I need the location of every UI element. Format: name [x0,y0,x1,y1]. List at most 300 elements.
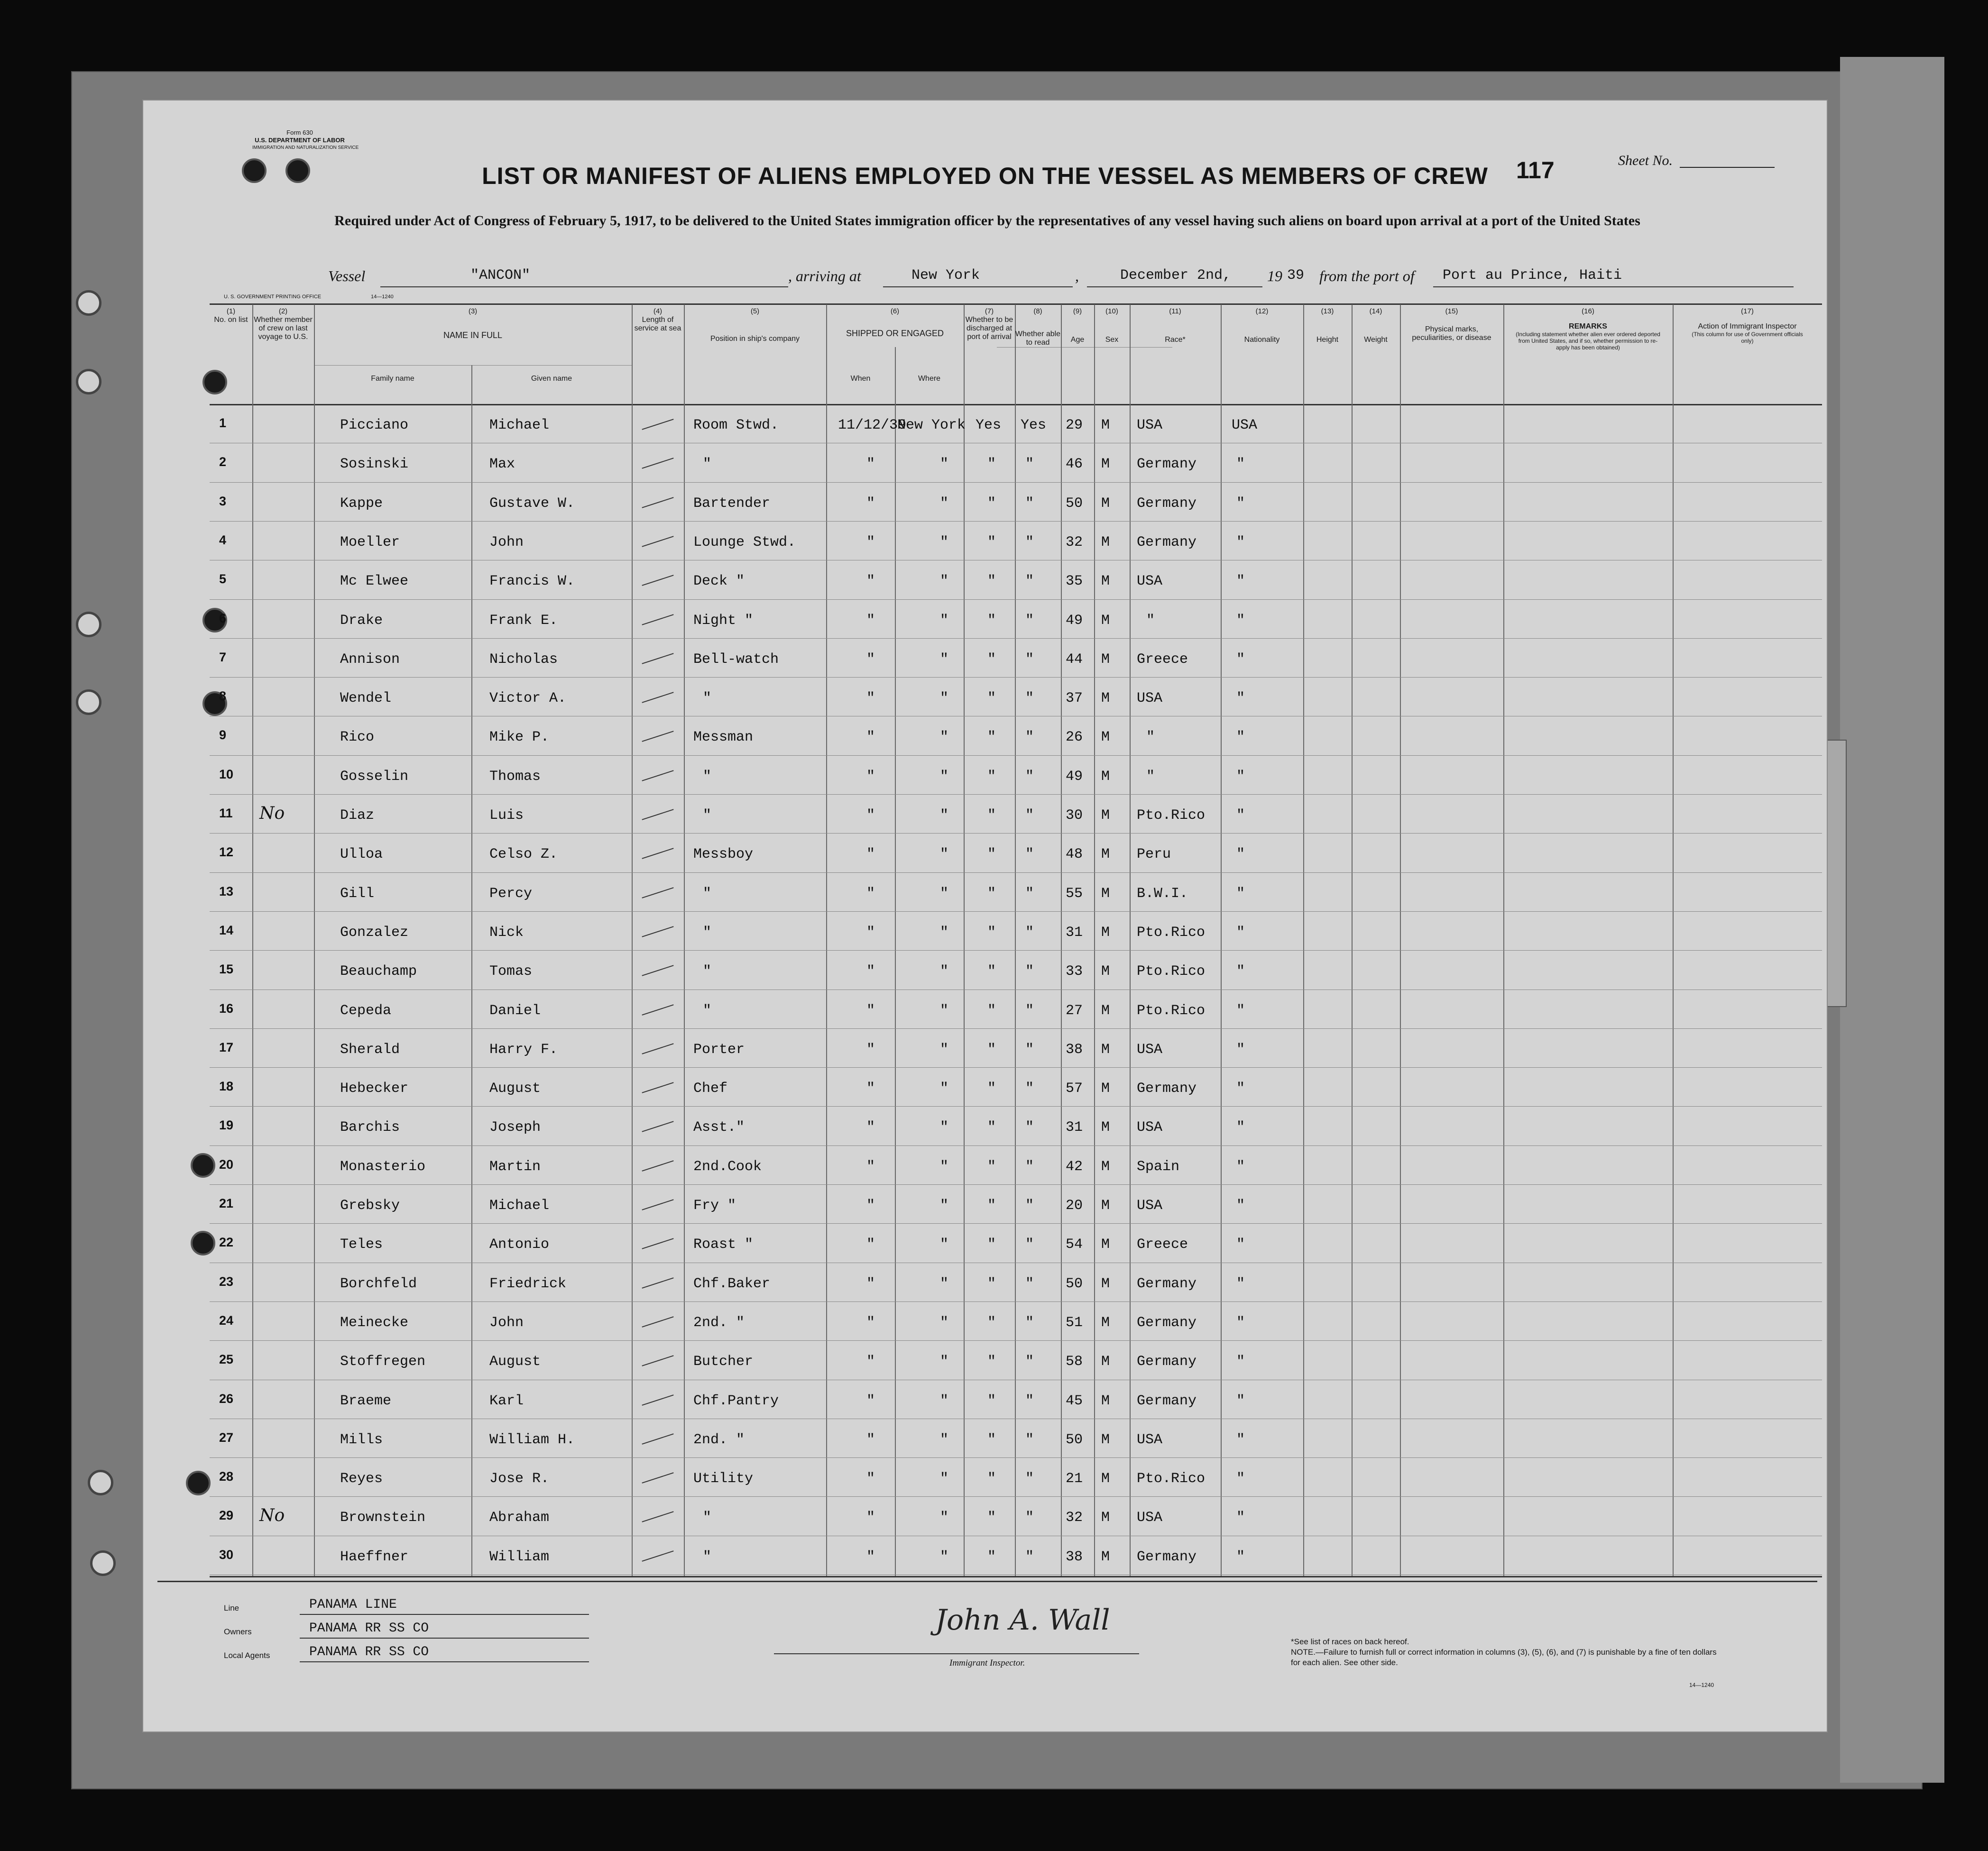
crew-race: USA [1137,1510,1163,1526]
crew-position: 2nd. " [693,1431,745,1448]
crew-sex: M [1101,651,1110,668]
crew-given-name: Max [489,456,515,473]
crew-age: 37 [1066,690,1083,707]
service-length-mark [642,848,673,860]
crew-shipped-where: " [940,1510,949,1526]
crew-position: Bell-watch [693,651,779,668]
crew-discharged: " [987,456,996,473]
crew-nationality: " [1236,1119,1245,1136]
crew-race: USA [1137,1431,1163,1448]
col-height-header: (13) Height [1316,307,1339,344]
mount-board-edge [1840,57,1944,1783]
crew-family-name: Cepeda [340,1002,392,1019]
crew-age: 32 [1066,1510,1083,1526]
crew-family-name: Beauchamp [340,963,417,980]
crew-nationality: " [1236,1431,1245,1448]
col-no-header: (1) No. on list [214,307,248,324]
service-length-mark [642,536,673,547]
crew-race: Pto.Rico [1137,924,1206,941]
crew-discharged: " [987,1237,996,1253]
crew-shipped-when: " [866,1002,875,1019]
crew-family-name: Sosinski [340,456,409,473]
crew-able-to-read: " [1025,1198,1034,1214]
crew-shipped-where: " [940,768,949,785]
crew-shipped-where: " [940,1275,949,1292]
col-service-header: (4) Length of service at sea [634,307,681,332]
crew-discharged: " [987,1431,996,1448]
crew-position: " [703,1510,712,1526]
service-length-mark [642,1550,673,1562]
crew-nationality: " [1236,1237,1245,1253]
year-prefix: 19 [1267,267,1282,284]
crew-row-number: 8 [219,689,227,704]
crew-previous-voyage: No [259,804,285,823]
crew-position: 2nd.Cook [693,1158,762,1175]
crew-age: 38 [1066,1549,1083,1565]
crew-sex: M [1101,924,1110,941]
crew-discharged: " [987,1158,996,1175]
crew-shipped-when: " [866,1275,875,1292]
crew-sex: M [1101,1354,1110,1370]
crew-able-to-read: " [1025,651,1034,668]
owners-value: PANAMA RR SS CO [309,1621,429,1636]
crew-sex: M [1101,1510,1110,1526]
footer-print-code: 14—1240 [1689,1682,1714,1688]
service-length-mark [642,614,673,625]
crew-able-to-read: " [1025,1354,1034,1370]
crew-nationality: " [1236,1549,1245,1565]
crew-family-name: Sherald [340,1041,400,1058]
crew-shipped-where: " [940,1041,949,1058]
crew-age: 20 [1066,1198,1083,1214]
crew-shipped-when: " [866,651,875,668]
crew-shipped-where: " [940,1549,949,1565]
crew-position: Butcher [693,1354,754,1370]
crew-row-number: 24 [219,1313,234,1328]
crew-position: Fry " [693,1198,736,1214]
crew-row-number: 28 [219,1469,234,1484]
crew-discharged: " [987,1314,996,1331]
crew-able-to-read: " [1025,573,1034,590]
crew-race: Germany [1137,1549,1197,1565]
crew-nationality: " [1236,1081,1245,1097]
crew-sex: M [1101,456,1110,473]
service-length-mark [642,653,673,664]
crew-shipped-where: " [940,690,949,707]
crew-position: Messboy [693,846,754,863]
crew-age: 51 [1066,1314,1083,1331]
col-race-header: (11) Race* [1165,307,1186,344]
crew-able-to-read: " [1025,456,1034,473]
service-length-mark [642,770,673,781]
crew-family-name: Annison [340,651,400,668]
binder-hole-icon [76,689,101,715]
crew-shipped-when: " [866,612,875,629]
service-length-mark [642,419,673,430]
crew-shipped-where: " [940,963,949,980]
crew-race: Pto.Rico [1137,963,1206,980]
crew-sex: M [1101,768,1110,785]
crew-discharged: " [987,729,996,746]
crew-position: " [703,807,712,824]
service-length-mark [642,965,673,976]
crew-family-name: Diaz [340,807,375,824]
crew-given-name: Martin [489,1158,541,1175]
crew-family-name: Kappe [340,495,383,512]
crew-able-to-read: " [1025,885,1034,902]
crew-sex: M [1101,534,1110,550]
crew-shipped-when: " [866,1198,875,1214]
crew-shipped-where: " [940,1431,949,1448]
crew-shipped-when: 11/12/39 [838,417,907,433]
crew-able-to-read: " [1025,1002,1034,1019]
crew-able-to-read: " [1025,690,1034,707]
service-length-mark [642,1160,673,1172]
crew-given-name: Jose R. [489,1471,550,1487]
crew-discharged: " [987,846,996,863]
service-length-mark [642,497,673,508]
crew-race: Germany [1137,1275,1197,1292]
col-name-header: (3) NAME IN FULL [443,307,503,340]
crew-row-number: 12 [219,845,234,860]
crew-family-name: Mills [340,1431,383,1448]
crew-race: B.W.I. [1137,885,1188,902]
page-title: LIST OR MANIFEST OF ALIENS EMPLOYED ON THE VESSEL AS MEMBERS OF CREW [482,163,1488,189]
binder-hole-icon [90,1550,116,1576]
races-note: *See list of races on back hereof. [1291,1637,1409,1646]
crew-shipped-where: " [940,534,949,550]
crew-discharged: " [987,963,996,980]
crew-given-name: Michael [489,417,550,433]
service-length-mark [642,809,673,820]
crew-age: 44 [1066,651,1083,668]
service-length-mark [642,1355,673,1366]
from-port: Port au Prince, Haiti [1443,267,1622,284]
crew-shipped-when: " [866,729,875,746]
service-length-mark [642,1043,673,1054]
crew-row-number: 15 [219,962,234,977]
crew-nationality: " [1236,1354,1245,1370]
crew-row-number: 30 [219,1547,234,1562]
crew-age: 27 [1066,1002,1083,1019]
crew-given-name: William H. [489,1431,575,1448]
crew-given-name: Celso Z. [489,846,558,863]
crew-nationality: " [1236,1198,1245,1214]
binder-hole-icon [76,612,101,637]
crew-given-name: August [489,1354,541,1370]
crew-able-to-read: " [1025,1081,1034,1097]
printing-office: U. S. GOVERNMENT PRINTING OFFICE [224,294,322,300]
arriving-port: New York [911,267,980,284]
crew-age: 49 [1066,612,1083,629]
col-given-name-header: Given name [531,375,572,383]
col-shipped-header: (6) SHIPPED OR ENGAGED [846,307,944,338]
crew-shipped-when: " [866,924,875,941]
crew-age: 50 [1066,1275,1083,1292]
service-length-mark [642,926,673,937]
crew-nationality: " [1236,846,1245,863]
crew-race: USA [1137,573,1163,590]
crew-nationality: " [1236,963,1245,980]
crew-given-name: Karl [489,1393,524,1409]
year-suffix: 39 [1287,267,1305,284]
crew-nationality: " [1236,729,1245,746]
crew-shipped-where: " [940,1471,949,1487]
crew-sex: M [1101,495,1110,512]
crew-family-name: Drake [340,612,383,629]
crew-discharged: " [987,768,996,785]
crew-family-name: Brownstein [340,1510,426,1526]
crew-shipped-when: " [866,1510,875,1526]
crew-sex: M [1101,1198,1110,1214]
service-length-mark [642,731,673,742]
col-position-header: (5) Position in ship's company [710,307,800,343]
service-length-mark [642,1277,673,1289]
crew-sex: M [1101,1002,1110,1019]
crew-shipped-when: " [866,495,875,512]
inspector-signature: John A. Wall [935,1604,1110,1637]
col-sex-header: (10) Sex [1105,307,1119,344]
crew-race: Germany [1137,1314,1197,1331]
crew-given-name: William [489,1549,550,1565]
crew-able-to-read: " [1025,1510,1034,1526]
crew-able-to-read: " [1025,612,1034,629]
crew-race: Pto.Rico [1137,1471,1206,1487]
crew-row-number: 1 [219,416,227,430]
crew-discharged: " [987,924,996,941]
crew-family-name: Ulloa [340,846,383,863]
crew-family-name: Moeller [340,534,400,550]
crew-discharged: " [987,1510,996,1526]
crew-discharged: " [987,1354,996,1370]
col-physical-marks-header: (15) Physical marks, peculiarities, or disease [1412,307,1491,342]
crew-shipped-when: " [866,1393,875,1409]
crew-shipped-when: " [866,534,875,550]
crew-sex: M [1101,1275,1110,1292]
sheet-number-label: Sheet No. [1618,153,1673,168]
crew-position: Deck " [693,573,745,590]
crew-shipped-where: " [940,651,949,668]
crew-sex: M [1101,417,1110,433]
crew-nationality: USA [1232,417,1258,433]
crew-sex: M [1101,807,1110,824]
crew-discharged: " [987,573,996,590]
crew-sex: M [1101,690,1110,707]
crew-given-name: Francis W. [489,573,575,590]
crew-shipped-when: " [866,1041,875,1058]
crew-age: 50 [1066,1431,1083,1448]
crew-able-to-read: " [1025,963,1034,980]
crew-row-number: 23 [219,1274,234,1289]
crew-sex: M [1101,885,1110,902]
crew-nationality: " [1236,1002,1245,1019]
crew-family-name: Picciano [340,417,409,433]
col-age-header: (9) Age [1070,307,1085,344]
crew-family-name: Wendel [340,690,392,707]
crew-race: USA [1137,1041,1163,1058]
service-length-mark [642,1394,673,1406]
crew-nationality: " [1236,690,1245,707]
crew-nationality: " [1236,1275,1245,1292]
crew-manifest-table [210,294,1822,1579]
service-length-mark [642,1238,673,1250]
crew-sex: M [1101,1158,1110,1175]
crew-given-name: Tomas [489,963,533,980]
crew-position: Lounge Stwd. [693,534,796,550]
service-length-mark [642,1316,673,1328]
crew-row-number: 5 [219,572,227,586]
punch-hole-icon [186,1471,211,1495]
crew-given-name: Thomas [489,768,541,785]
crew-shipped-when: " [866,573,875,590]
crew-age: 57 [1066,1081,1083,1097]
crew-able-to-read: " [1025,846,1034,863]
crew-able-to-read: " [1025,768,1034,785]
crew-given-name: Friedrick [489,1275,567,1292]
crew-nationality: " [1236,573,1245,590]
crew-row-number: 21 [219,1196,234,1210]
crew-discharged: " [987,1081,996,1097]
crew-family-name: Gonzalez [340,924,409,941]
crew-given-name: Frank E. [489,612,558,629]
crew-race: Greece [1137,1237,1188,1253]
crew-able-to-read: " [1025,1549,1034,1565]
crew-row-number: 13 [219,884,234,898]
crew-family-name: Haeffner [340,1549,409,1565]
crew-age: 50 [1066,495,1083,512]
crew-able-to-read: " [1025,1275,1034,1292]
service-length-mark [642,1433,673,1445]
crew-nationality: " [1236,1510,1245,1526]
crew-position: Asst." [693,1119,745,1136]
crew-race: USA [1137,417,1163,433]
crew-age: 31 [1066,924,1083,941]
crew-family-name: Braeme [340,1393,392,1409]
crew-age: 54 [1066,1237,1083,1253]
crew-discharged: " [987,1198,996,1214]
page-subtitle: Required under Act of Congress of February 5, 1917, to be delivered to the United States immigration officer by the representatives of any vessel having such aliens on board upon arrival at a port of the United States [334,213,1640,229]
crew-discharged: " [987,1471,996,1487]
crew-discharged: " [987,690,996,707]
crew-given-name: Mike P. [489,729,550,746]
crew-shipped-when: " [866,846,875,863]
crew-given-name: Abraham [489,1510,550,1526]
crew-position: " [703,768,712,785]
service-length-mark [642,1472,673,1484]
crew-row-number: 9 [219,728,227,742]
crew-row-number: 14 [219,923,234,937]
crew-race: Germany [1137,1393,1197,1409]
crew-shipped-where: " [940,846,949,863]
crew-age: 31 [1066,1119,1083,1136]
crew-able-to-read: Yes [1021,417,1047,433]
crew-row-number: 17 [219,1040,234,1054]
crew-shipped-when: " [866,768,875,785]
line-label: Line [224,1604,239,1613]
crew-row-number: 22 [219,1235,234,1250]
crew-discharged: " [987,1393,996,1409]
crew-age: 55 [1066,885,1083,902]
crew-row-number: 18 [219,1079,234,1094]
service-length-mark [642,458,673,469]
service-length-mark [642,1004,673,1016]
col-where-header: Where [918,375,941,383]
crew-shipped-where: " [940,1237,949,1253]
crew-able-to-read: " [1025,1158,1034,1175]
crew-row-number: 25 [219,1352,234,1367]
crew-family-name: Meinecke [340,1314,409,1331]
crew-nationality: " [1236,1158,1245,1175]
crew-given-name: Antonio [489,1237,550,1253]
crew-shipped-when: " [866,1158,875,1175]
service-length-mark [642,887,673,898]
crew-nationality: " [1236,768,1245,785]
crew-shipped-where: " [940,1119,949,1136]
service-length-mark [642,692,673,703]
vessel-label: Vessel [328,267,366,284]
crew-able-to-read: " [1025,1119,1034,1136]
crew-age: 58 [1066,1354,1083,1370]
arrival-date: December 2nd, [1120,267,1232,284]
crew-shipped-when: " [866,1081,875,1097]
crew-age: 33 [1066,963,1083,980]
crew-row-number: 26 [219,1391,234,1406]
crew-shipped-where: " [940,456,949,473]
crew-row-number: 20 [219,1157,234,1172]
crew-age: 30 [1066,807,1083,824]
crew-race: USA [1137,1119,1163,1136]
crew-race: USA [1137,690,1163,707]
crew-position: " [703,690,712,707]
crew-nationality: " [1236,1041,1245,1058]
crew-family-name: Gosselin [340,768,409,785]
crew-position: " [703,1549,712,1565]
crew-race: " [1146,729,1155,746]
service-length-mark [642,1121,673,1133]
crew-row-number: 19 [219,1118,234,1133]
crew-position: Utility [693,1471,754,1487]
crew-shipped-when: " [866,1314,875,1331]
form-identifier: Form 630 U.S. DEPARTMENT OF LABOR IMMIGRATION AND NATURALIZATION SERVICE [252,129,359,150]
crew-race: Spain [1137,1158,1180,1175]
crew-shipped-when: " [866,1471,875,1487]
crew-position: " [703,456,712,473]
crew-given-name: Luis [489,807,524,824]
crew-position: Roast " [693,1237,754,1253]
crew-race: Germany [1137,456,1197,473]
crew-sex: M [1101,612,1110,629]
crew-family-name: Monasterio [340,1158,426,1175]
line-value: PANAMA LINE [309,1597,397,1612]
crew-nationality: " [1236,1314,1245,1331]
binder-hole-icon [76,290,101,316]
crew-position: " [703,885,712,902]
crew-nationality: " [1236,885,1245,902]
crew-shipped-when: " [866,690,875,707]
crew-shipped-where: " [940,495,949,512]
crew-position: Room Stwd. [693,417,779,433]
crew-age: 42 [1066,1158,1083,1175]
binder-hole-icon [76,369,101,394]
crew-family-name: Reyes [340,1471,383,1487]
owners-label: Owners [224,1627,252,1636]
crew-age: 29 [1066,417,1083,433]
crew-family-name: Rico [340,729,375,746]
crew-shipped-when: " [866,807,875,824]
crew-given-name: John [489,1314,524,1331]
agents-value: PANAMA RR SS CO [309,1645,429,1659]
crew-sex: M [1101,846,1110,863]
